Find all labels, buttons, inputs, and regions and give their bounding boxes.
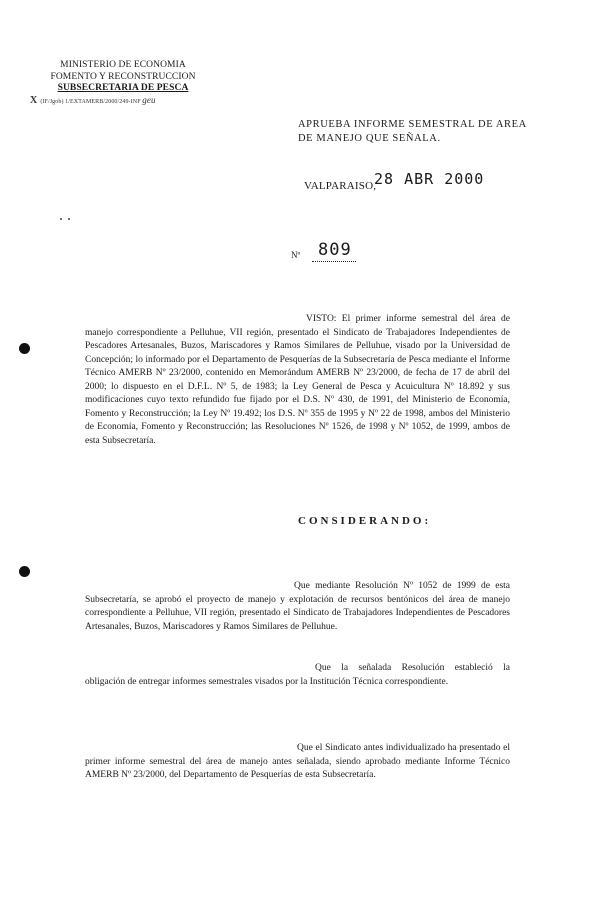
ministry-subname: FOMENTO Y RECONSTRUCCION bbox=[50, 71, 196, 82]
ministry-name: MINISTERIO DE ECONOMIA bbox=[60, 60, 186, 70]
scan-speck bbox=[60, 218, 62, 220]
reference-code bbox=[30, 95, 156, 106]
binder-hole bbox=[19, 566, 30, 577]
subsecretaria-name: SUBSECRETARIA DE PESCA bbox=[57, 83, 189, 93]
number-label: Nº bbox=[291, 250, 301, 260]
visto-paragraph: VISTO: El primer informe semestral del área de manejo correspondiente a Pelluhue, VII región, presentado el Sindicato de Trabajadores Independientes de Pescadores Artesanales, Buzos, Mariscadores y Ramos Similares de Pelluhue, visado por la Universidad de Concepción; lo informado por el Departamento de Pesquerías de la Subsecretaría de Pesca mediante el Informe Técnico AMERB Nº 23/2000, contenido en Memorándum AMERB Nº 23/2000, de fecha de 17 de abril del 2000; lo dispuesto en el D.F.L. Nº 5, de 1983; la Ley General de Pesca y Acuicultura Nº 18.892 y sus modificaciones cuyo texto refundido fue fijado por el D.S. Nº 430, de 1991, del Ministerio de Economía, Fomento y Reconstrucción; la Ley Nº 19.492; los D.S. Nº 355 de 1995 y Nº 22 de 1998, ambos del Ministerio de Economía, Fomento y Reconstrucción; las Resoluciones Nº 1526, de 1998 y Nº 1052, de 1999, ambos de esta Subsecretaría. bbox=[85, 314, 510, 446]
place-label: VALPARAISO, bbox=[304, 180, 377, 192]
document-subject: APRUEBA INFORME SEMESTRAL DE AREA DE MANEJO QUE SEÑALA. bbox=[298, 119, 527, 144]
reference-text: (IF/Jgob) 1/EXTAMERB/2000/249-INF bbox=[40, 99, 141, 105]
resolution-number: 809 bbox=[312, 240, 356, 262]
considerando-paragraph: Que mediante Resolución Nº 1052 de 1999 de esta Subsecretaría, se aprobó el proyecto de manejo y explotación de recursos bentónicos del área de manejo correspondiente a Pelluhue, VII región, presentado el Sindicato de Trabajadores Independientes de Pescadores Artesanales, Buzos, Mariscadores y Ramos Similares de Pelluhue. bbox=[85, 581, 510, 632]
scan-speck bbox=[68, 218, 70, 220]
handwritten-initials: geu bbox=[142, 95, 156, 105]
ministry-header bbox=[38, 60, 208, 95]
binder-hole bbox=[19, 343, 30, 354]
considerando-paragraph: Que la señalada Resolución estableció la obligación de entregar informes semestrales visados por la Institución Técnica correspondiente. bbox=[85, 663, 510, 687]
considerando-heading: CONSIDERANDO: bbox=[298, 515, 432, 527]
considerando-paragraph: Que el Sindicato antes individualizado ha presentado el primer informe semestral del área de manejo antes señalada, siendo aprobado mediante Informe Técnico AMERB Nº 23/2000, del Departamento de Pesquerías de esta Subsecretaría. bbox=[85, 743, 510, 780]
mark-glyph: X bbox=[30, 95, 38, 106]
date-stamp: 28 ABR 2000 bbox=[374, 170, 485, 188]
